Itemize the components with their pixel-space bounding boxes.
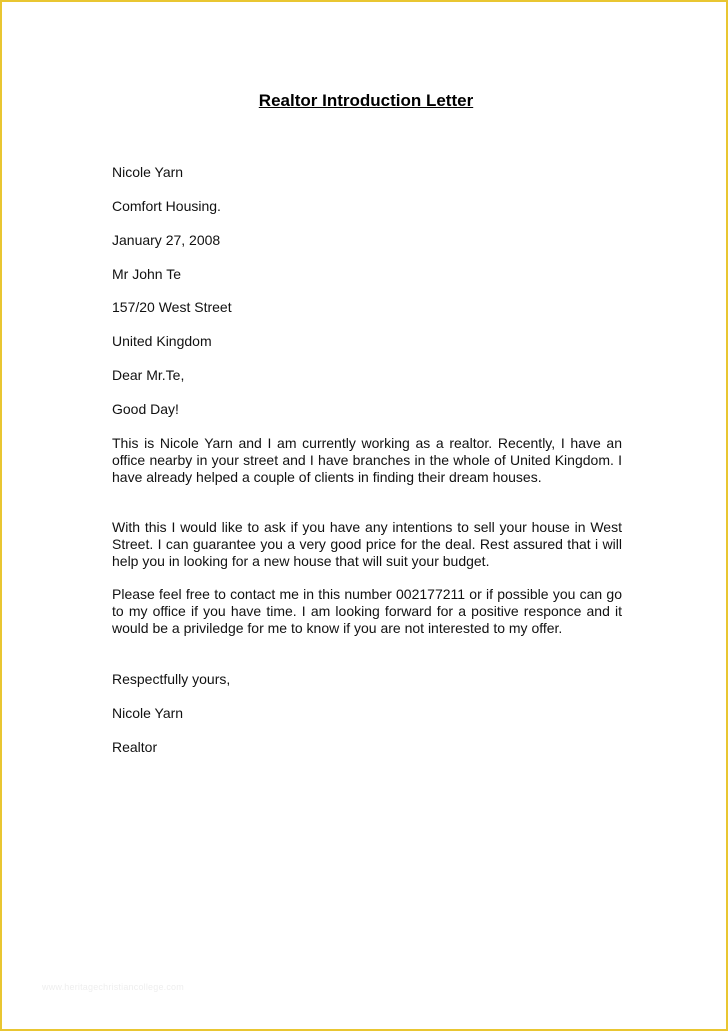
- closing: Respectfully yours,: [112, 671, 231, 687]
- body-paragraph-1: This is Nicole Yarn and I am currently working as a realtor. Recently, I have an office nearby in your street and I have branches in the whole of United Kingdom. I have already helped a couple of clients in finding their dream houses.: [112, 435, 622, 485]
- recipient-country: United Kingdom: [112, 333, 212, 349]
- recipient-name: Mr John Te: [112, 266, 181, 282]
- body-paragraph-3: Please feel free to contact me in this number 002177211 or if possible you can go to my office if you have time. I am looking forward for a positive responce and it would be a priviledge for me to know if you are not interested to my offer.: [112, 586, 622, 636]
- body-paragraph-2: With this I would like to ask if you have any intentions to sell your house in West Street. I can guarantee you a very good price for the deal. Rest assured that i will help you in looking for a new house that will suit your budget.: [112, 519, 622, 569]
- signature-name: Nicole Yarn: [112, 705, 184, 721]
- sender-company: Comfort Housing.: [112, 198, 221, 214]
- salutation: Dear Mr.Te,: [112, 367, 185, 383]
- recipient-street: 157/20 West Street: [112, 299, 232, 315]
- watermark-text: www.heritagechristiancollege.com: [42, 982, 184, 992]
- letter-date: January 27, 2008: [112, 232, 221, 248]
- signature-title: Realtor: [112, 739, 158, 755]
- sender-name: Nicole Yarn: [112, 164, 184, 180]
- letter-title: Realtor Introduction Letter: [258, 91, 474, 110]
- greeting: Good Day!: [112, 401, 179, 417]
